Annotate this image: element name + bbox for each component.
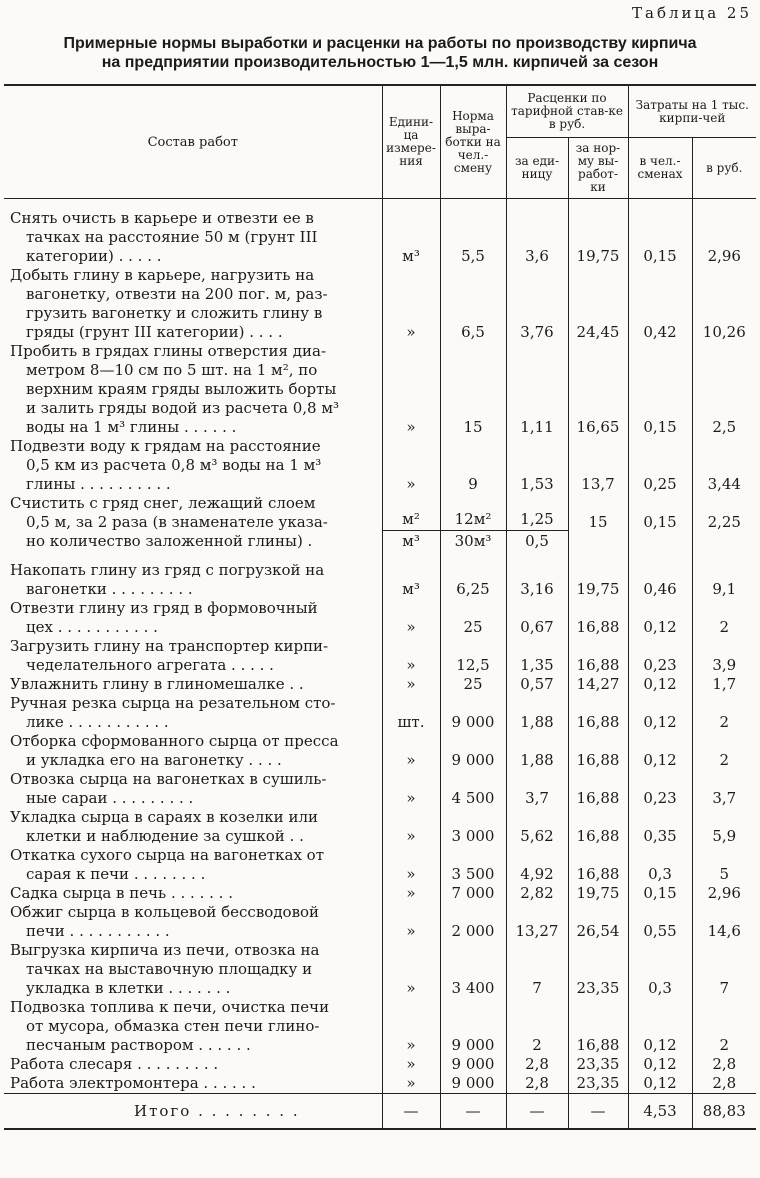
cell-mandays: 0,3 [628,941,692,998]
work-line: категории) . . . . . [26,247,162,265]
cell-rate-unit: 5,62 [506,808,568,846]
cell-norm-denominator: 30м³ [454,532,492,550]
work-line: печи . . . . . . . . . . . [26,922,170,940]
table-row [4,770,756,808]
cell-unit: » [382,732,440,770]
cell-mandays: 0,55 [628,903,692,941]
cell-unit: » [382,941,440,998]
cell-unit: шт. [382,694,440,732]
table-row [4,494,756,551]
work-description [4,437,382,494]
work-line: Пробить в грядах глины отверстия диа- [10,342,327,360]
cell-rate-unit: 1,88 [506,732,568,770]
cell-unit-numerator: м² [383,510,440,531]
cell-mandays: 0,15 [628,209,692,266]
cell-rate-unit: 7 [506,941,568,998]
header-rate-norm: за нор-му вы-работ-ки [568,138,628,199]
cell-mandays: 0,35 [628,808,692,846]
cell-norm: 4 500 [440,770,506,808]
cell-norm: 9 000 [440,1055,506,1074]
cell-norm: 5,5 [440,209,506,266]
work-line: тачках на выставочную площадку и [26,960,313,978]
cell-rub: 2,25 [692,494,756,551]
cell-rub: 2,96 [692,884,756,903]
work-description [4,732,382,770]
cell-mandays: 0,12 [628,998,692,1055]
cell-rub: 7 [692,941,756,998]
cell-rate-norm: 19,75 [568,209,628,266]
work-description [4,342,382,437]
cell-mandays: 0,12 [628,599,692,637]
header-norm: Норма выра-ботки на чел.-смену [440,85,506,199]
cell-unit: » [382,637,440,675]
cell-mandays: 0,46 [628,561,692,599]
work-description [4,1074,382,1094]
cell-unit: » [382,998,440,1055]
cell-rate-unit: 0,57 [506,675,568,694]
cell-rub: 2,8 [692,1074,756,1094]
cell-rub: 3,7 [692,770,756,808]
work-line: лике . . . . . . . . . . . [26,713,169,731]
work-line: Работа слесаря . . . . . . . . . [10,1055,219,1073]
table-row [4,903,756,941]
work-line: Откатка сухого сырца на вагонетках от [10,846,325,864]
work-line: Накопать глину из гряд с погрузкой на [10,561,325,579]
cell-rub: 14,6 [692,903,756,941]
work-line: от мусора, обмазка стен печи глино- [26,1017,320,1035]
cell-norm: 25 [440,599,506,637]
work-line: песчаным раствором . . . . . . [26,1036,251,1054]
cell-rate-unit: 3,16 [506,561,568,599]
cell-rate-norm: 16,88 [568,599,628,637]
cell-rub: 2 [692,732,756,770]
table-row [4,561,756,599]
table-row [4,342,756,437]
work-line: Садка сырца в печь . . . . . . . [10,884,233,902]
cell-unit [382,494,440,551]
cell-norm: 15 [440,342,506,437]
cell-unit: » [382,1074,440,1094]
work-description [4,903,382,941]
cell-mandays: 0,15 [628,494,692,551]
work-line: сарая к печи . . . . . . . . [26,865,206,883]
cell-rate-unit [506,494,568,551]
cell-unit: м³ [382,561,440,599]
cell-unit: » [382,266,440,342]
table-row [4,599,756,637]
cell-rub: 2,5 [692,342,756,437]
norms-table [4,84,756,1130]
cell-rub: 9,1 [692,561,756,599]
work-description [4,998,382,1055]
total-row [4,1094,756,1130]
cell-rub: 2 [692,694,756,732]
work-line: Добыть глину в карьере, нагрузить на [10,266,315,284]
work-description [4,675,382,694]
cell-mandays: 0,15 [628,884,692,903]
cell-norm: 9 000 [440,732,506,770]
cell-rate-unit: 4,92 [506,846,568,884]
cell-norm: 9 [440,437,506,494]
work-line: Подвезти воду к грядам на расстояние [10,437,321,455]
total-unit: — [382,1094,440,1130]
cell-rate-unit: 3,6 [506,209,568,266]
work-line: Отвозка сырца на вагонетках в сушиль- [10,770,327,788]
work-line: ные сараи . . . . . . . . . [26,789,194,807]
cell-norm: 3 000 [440,808,506,846]
work-line: Работа электромонтера . . . . . . [10,1074,256,1092]
cell-rub: 3,9 [692,637,756,675]
cell-rate-norm: 15 [568,494,628,551]
cell-rate-unit: 2,8 [506,1074,568,1094]
work-line: Снять очисть в карьере и отвезти ее в [10,209,314,227]
table-row [4,732,756,770]
cell-mandays: 0,12 [628,732,692,770]
header-cost-mandays: в чел.-сменах [628,138,692,199]
table-caption [0,34,760,72]
cell-unit: » [382,884,440,903]
cell-rate-unit: 1,11 [506,342,568,437]
cell-rate-norm: 14,27 [568,675,628,694]
work-line: Обжиг сырца в кольцевой бессводовой [10,903,320,921]
work-description [4,694,382,732]
cell-rate-unit: 1,53 [506,437,568,494]
header-work: Состав работ [4,85,382,199]
cell-rate-norm: 24,45 [568,266,628,342]
work-line: Отвезти глину из гряд в формовочный [10,599,318,617]
cell-mandays: 0,12 [628,1055,692,1074]
cell-rate-unit: 1,88 [506,694,568,732]
caption-line-1: Примерные нормы выработки и расценки на работы по производству кирпича [63,35,697,52]
table-row [4,808,756,846]
cell-rub: 2 [692,599,756,637]
cell-rub: 2,96 [692,209,756,266]
table-row [4,266,756,342]
cell-rate-norm: 19,75 [568,884,628,903]
cell-rate-unit-numerator: 1,25 [507,510,568,531]
cell-rate-norm: 23,35 [568,941,628,998]
header-cost-rub: в руб. [692,138,756,199]
table-row [4,694,756,732]
table-row [4,998,756,1055]
cell-mandays: 0,12 [628,694,692,732]
cell-rate-norm: 23,35 [568,1055,628,1074]
cell-mandays: 0,23 [628,770,692,808]
work-line: но количество заложенной глины) . [26,532,313,550]
cell-unit: » [382,846,440,884]
cell-rate-unit: 2 [506,998,568,1055]
cell-mandays: 0,12 [628,675,692,694]
work-line: грузить вагонетку и сложить глину в [26,304,323,322]
table-row [4,884,756,903]
caption-line-2: на предприятии производительностью 1—1,5 млн. кирпичей за сезон [101,54,659,71]
cell-rate-unit: 3,76 [506,266,568,342]
cell-unit: » [382,903,440,941]
total-label: Итого . . . . . . . . [4,1094,382,1130]
cell-rate-unit: 2,8 [506,1055,568,1074]
table-row [4,846,756,884]
cell-norm: 25 [440,675,506,694]
cell-mandays: 0,12 [628,1074,692,1094]
work-line: тачках на расстояние 50 м (грунт III [26,228,318,246]
work-line: чеделательного агрегата . . . . . [26,656,274,674]
cell-rub: 2,8 [692,1055,756,1074]
table-number: Таблица 25 [632,4,752,22]
work-line: цех . . . . . . . . . . . [26,618,158,636]
total-rub: 88,83 [692,1094,756,1130]
cell-mandays: 0,23 [628,637,692,675]
work-line: верхним краям гряды выложить борты [26,380,337,398]
work-description [4,770,382,808]
work-description [4,846,382,884]
table-row [4,637,756,675]
header-unit: Едини-ца измере-ния [382,85,440,199]
cell-norm: 6,5 [440,266,506,342]
work-line: Укладка сырца в сараях в козелки или [10,808,318,826]
work-line: Ручная резка сырца на резательном сто- [10,694,336,712]
cell-mandays: 0,42 [628,266,692,342]
cell-rate-norm: 16,88 [568,846,628,884]
cell-rate-unit: 3,7 [506,770,568,808]
cell-unit: » [382,770,440,808]
work-description [4,599,382,637]
cell-rub: 1,7 [692,675,756,694]
work-line: 0,5 м, за 2 раза (в знаменателе указа- [26,513,328,531]
cell-rate-norm: 16,88 [568,637,628,675]
header-costs: Затраты на 1 тыс. кирпи-чей [628,85,756,138]
cell-unit: » [382,437,440,494]
cell-unit: » [382,342,440,437]
table-row [4,675,756,694]
work-description [4,494,382,551]
work-line: Выгрузка кирпича из печи, отвозка на [10,941,320,959]
table-row [4,209,756,266]
table-row [4,437,756,494]
work-description [4,884,382,903]
header-rate-unit: за еди-ницу [506,138,568,199]
header-rates: Расценки по тарифной став-ке в руб. [506,85,628,138]
work-line: глины . . . . . . . . . . [26,475,171,493]
work-description [4,209,382,266]
cell-rate-unit: 2,82 [506,884,568,903]
cell-norm: 7 000 [440,884,506,903]
work-description [4,266,382,342]
cell-rub: 5,9 [692,808,756,846]
work-line: клетки и наблюдение за сушкой . . [26,827,304,845]
total-rate-norm: — [568,1094,628,1130]
cell-rate-norm: 16,88 [568,732,628,770]
work-line: и залить гряды водой из расчета 0,8 м³ [26,399,340,417]
cell-norm: 3 500 [440,846,506,884]
cell-rub: 10,26 [692,266,756,342]
work-line: 0,5 км из расчета 0,8 м³ воды на 1 м³ [26,456,322,474]
cell-rate-norm: 16,65 [568,342,628,437]
cell-mandays: 0,3 [628,846,692,884]
cell-rate-norm: 13,7 [568,437,628,494]
cell-norm: 3 400 [440,941,506,998]
cell-unit: » [382,599,440,637]
table-body [4,199,756,1130]
table-row [4,1055,756,1074]
work-line: Увлажнить глину в глиномешалке . . [10,675,304,693]
cell-rub: 3,44 [692,437,756,494]
work-description [4,808,382,846]
cell-norm: 12,5 [440,637,506,675]
cell-norm: 9 000 [440,1074,506,1094]
table-row [4,1074,756,1094]
cell-mandays: 0,25 [628,437,692,494]
cell-rate-norm: 16,88 [568,998,628,1055]
cell-norm [440,494,506,551]
cell-unit: » [382,808,440,846]
work-line: воды на 1 м³ глины . . . . . . [26,418,237,436]
work-line: Счистить с гряд снег, лежащий слоем [10,494,316,512]
cell-rate-unit-denominator: 0,5 [525,532,549,550]
cell-rate-norm: 23,35 [568,1074,628,1094]
total-norm: — [440,1094,506,1130]
table-row [4,941,756,998]
cell-rate-unit: 1,35 [506,637,568,675]
cell-rate-norm: 16,88 [568,808,628,846]
cell-rub: 5 [692,846,756,884]
work-line: вагонетку, отвезти на 200 пог. м, раз- [26,285,328,303]
cell-mandays: 0,15 [628,342,692,437]
cell-rate-norm: 16,88 [568,694,628,732]
work-line: Отборка сформованного сырца от пресса [10,732,339,750]
work-line: гряды (грунт III категории) . . . . [26,323,283,341]
cell-norm: 9 000 [440,998,506,1055]
cell-rub: 2 [692,998,756,1055]
work-description [4,637,382,675]
cell-norm-numerator: 12м² [441,510,506,531]
work-description [4,1055,382,1074]
work-line: и укладка его на вагонетку . . . . [26,751,282,769]
cell-norm: 6,25 [440,561,506,599]
cell-rate-norm: 16,88 [568,770,628,808]
cell-rate-unit: 13,27 [506,903,568,941]
work-line: Подвозка топлива к печи, очистка печи [10,998,330,1016]
cell-rate-norm: 19,75 [568,561,628,599]
cell-norm: 2 000 [440,903,506,941]
work-description [4,941,382,998]
cell-unit: м³ [382,209,440,266]
cell-unit: » [382,675,440,694]
work-description [4,561,382,599]
work-line: метром 8—10 см по 5 шт. на 1 м², по [26,361,318,379]
cell-rate-norm: 26,54 [568,903,628,941]
total-mandays: 4,53 [628,1094,692,1130]
cell-norm: 9 000 [440,694,506,732]
cell-unit: » [382,1055,440,1074]
cell-unit-denominator: м³ [402,532,420,550]
total-rate-unit: — [506,1094,568,1130]
work-line: Загрузить глину на транспортер кирпи- [10,637,329,655]
work-line: укладка в клетки . . . . . . . [26,979,231,997]
work-line: вагонетки . . . . . . . . . [26,580,193,598]
cell-rate-unit: 0,67 [506,599,568,637]
